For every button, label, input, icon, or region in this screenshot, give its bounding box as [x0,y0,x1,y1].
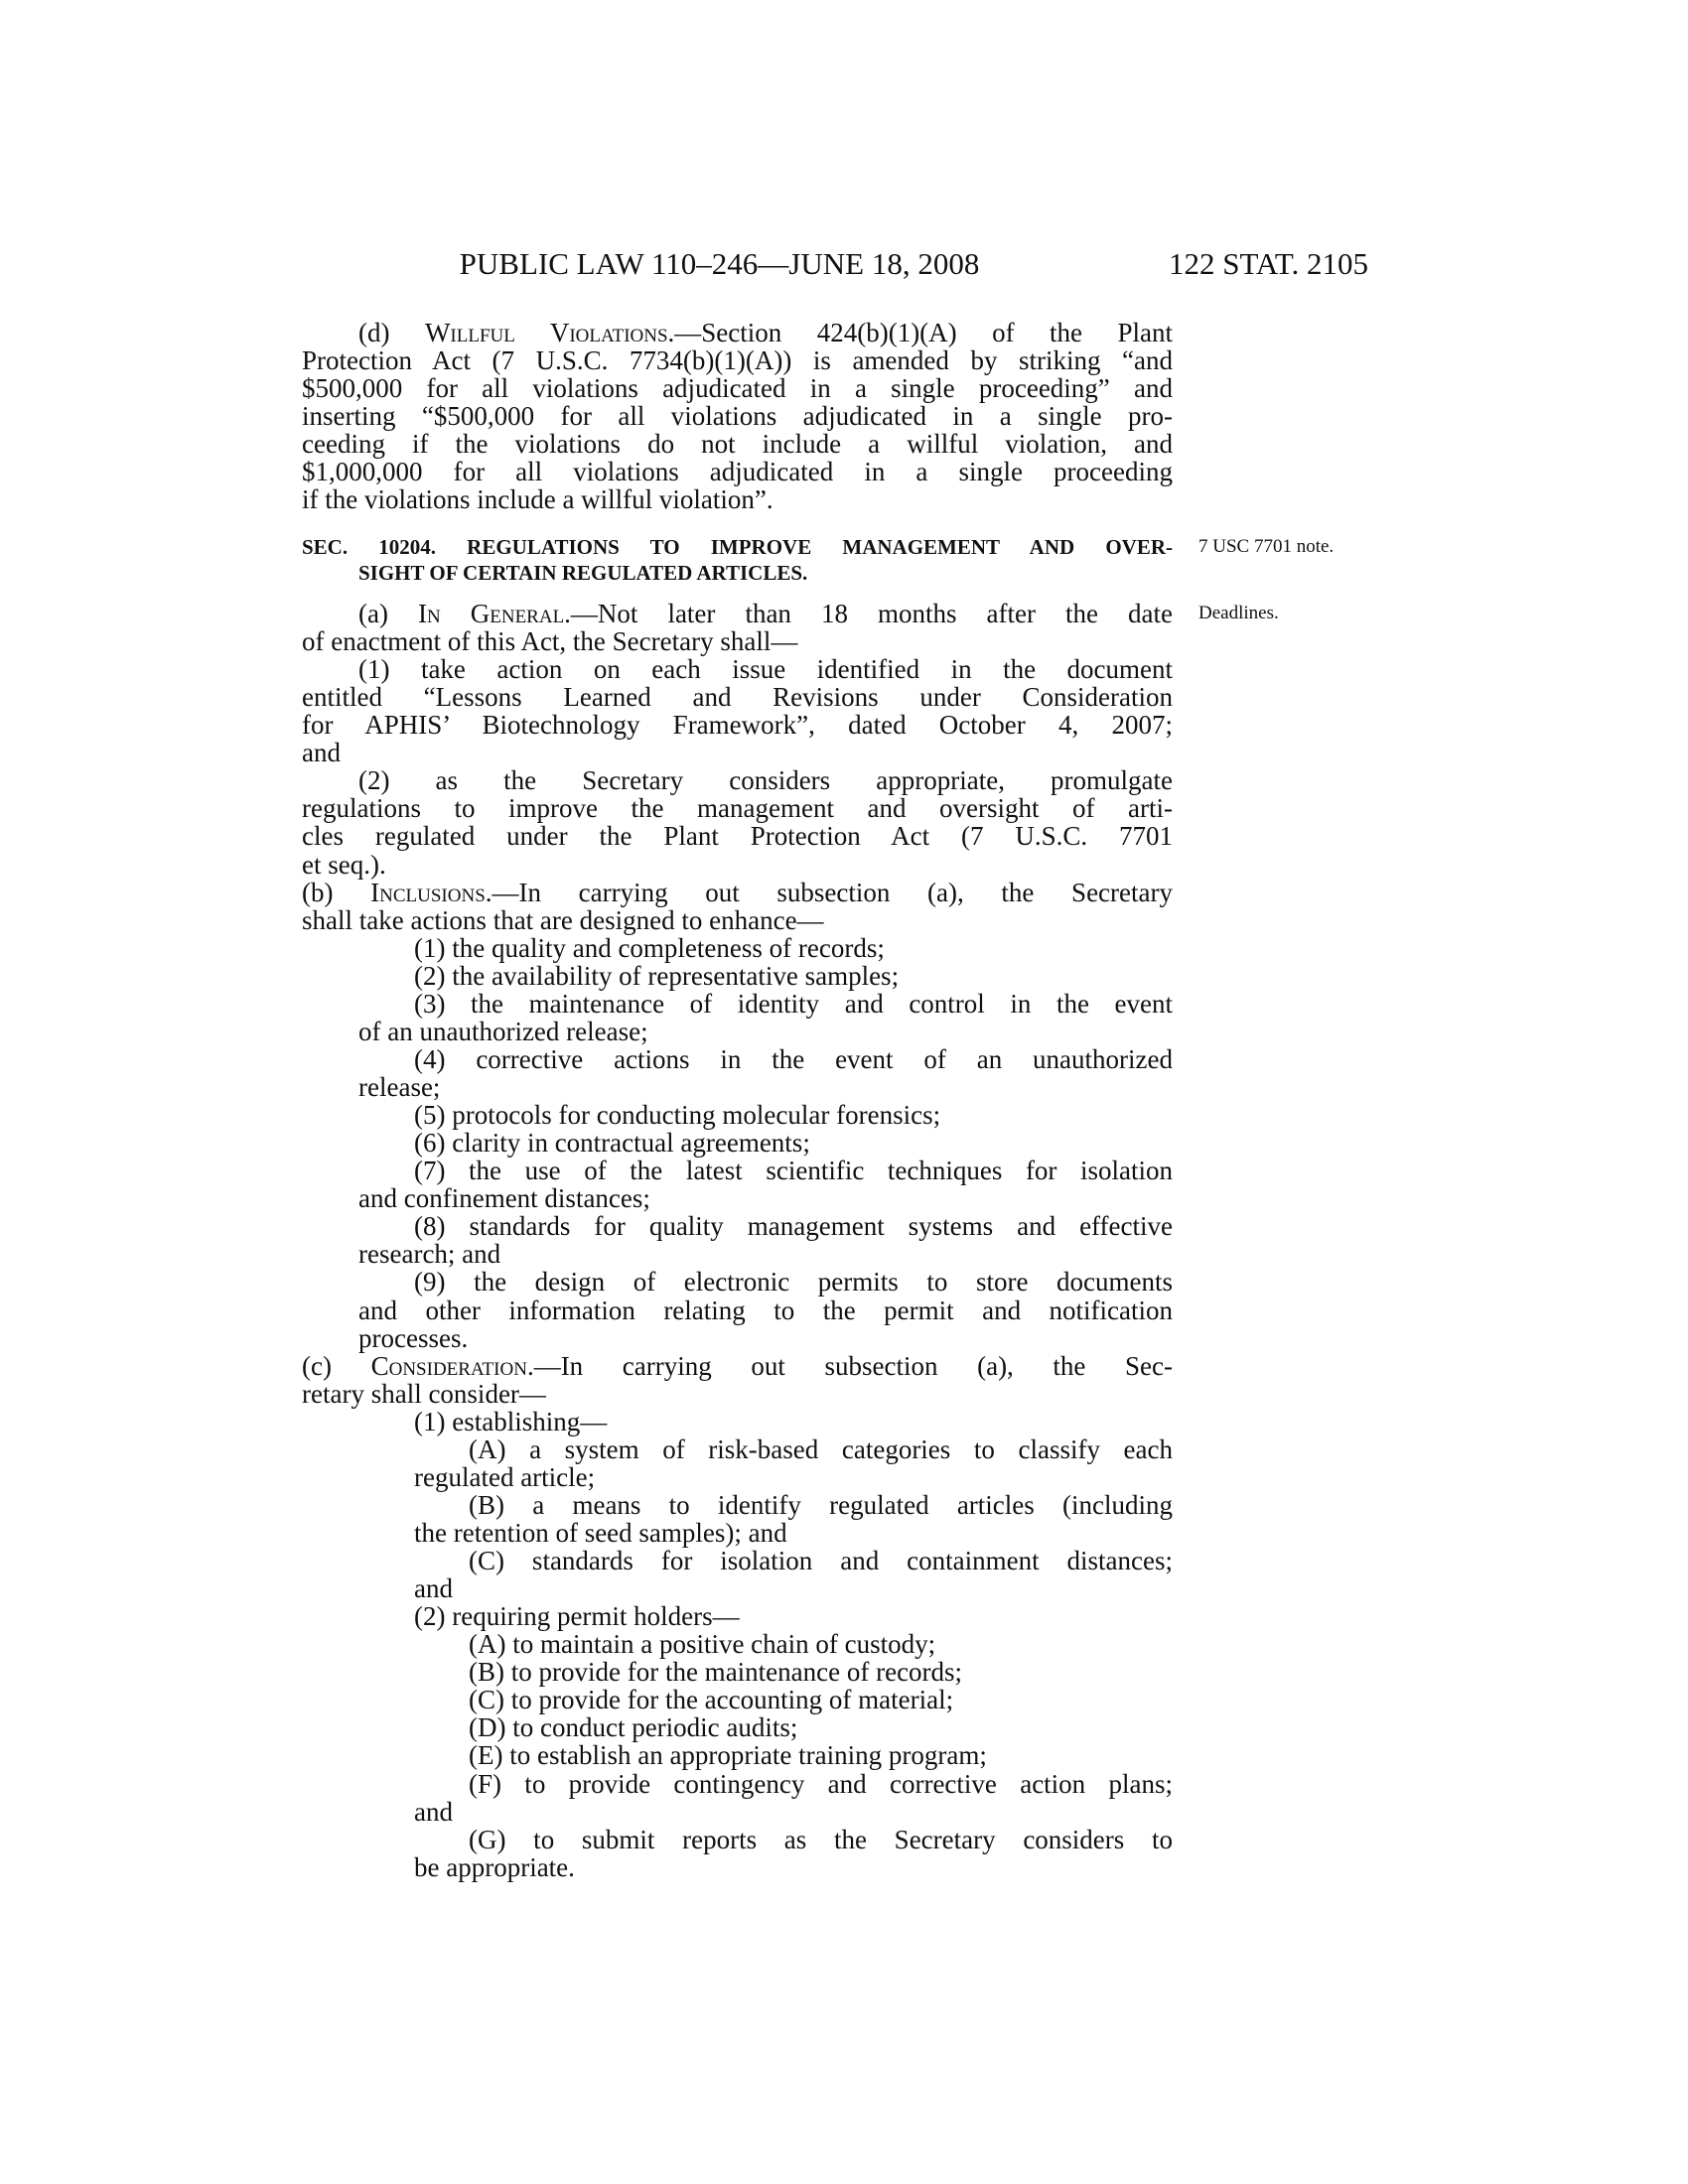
body-line: (1) take action on each issue identified in the document [358,654,1173,685]
para-d-line: inserting “$500,000 for all violations adjudicated in a single pro- [302,401,1173,432]
section-heading-line-1: SEC. 10204. REGULATIONS TO IMPROVE MANAGEMENT AND OVER- [302,535,1173,559]
text-segment: .—In carrying out subsection (a), the Sec- [526,1350,1174,1381]
body-line: entitled “Lessons Learned and Revisions under Consideration [302,682,1173,713]
body-line: release; [358,1072,441,1103]
text-segment: .—Not later than 18 months after the date [564,599,1173,628]
subsection-heading: Inclusions [370,877,486,907]
body-line: be appropriate. [414,1851,575,1882]
body-line: (E) to establish an appropriate training program; [469,1740,987,1771]
para-d-line: $1,000,000 for all violations adjudicated in a single proceeding [302,457,1173,487]
text-segment: (c) [302,1350,371,1381]
body-line: (G) to submit reports as the Secretary considers to [469,1824,1173,1854]
body-line: (A) to maintain a positive chain of custody; [469,1629,936,1660]
page-citation: 122 STAT. 2105 [1168,246,1368,281]
body-line: processes. [358,1322,469,1353]
body-line: (C) to provide for the accounting of material; [469,1685,954,1715]
subsection-heading: Consideration [370,1350,527,1381]
body-line: et seq.). [302,849,386,880]
body-line: and confinement distances; [358,1183,650,1214]
para-d-line: $500,000 for all violations adjudicated in a single proceeding” and [302,373,1173,404]
subsection-heading: Willful Violations [424,318,668,347]
body-line: and other information relating to the permit and notification [358,1295,1173,1325]
body-line: (A) a system of risk-based categories to classify each [469,1433,1173,1464]
body-line: (9) the design of electronic permits to store documents [414,1267,1173,1297]
para-d-line: Protection Act (7 U.S.C. 7734(b)(1)(A)) is amended by striking “and [302,345,1173,376]
body-line: (B) a means to identify regulated articles (including [469,1489,1173,1520]
body-line: regulated article; [414,1461,596,1492]
body-line [358,600,1173,627]
subsection-heading: In General [418,599,565,628]
para-d-line: if the violations include a willful violation”. [302,484,774,515]
body-line: (D) to conduct periodic audits; [469,1712,798,1743]
body-line: (1) establishing— [414,1406,608,1436]
body-line: shall take actions that are designed to enhance— [302,904,824,935]
para-d-line: ceeding if the violations do not include a willful violation, and [302,429,1173,460]
body-line [302,879,1173,906]
text-segment: (b) [302,877,371,907]
body-line: and [414,1796,453,1827]
body-line: (3) the maintenance of identity and control in the event [414,988,1173,1019]
body-line: (2) as the Secretary considers appropriate, promulgate [358,765,1173,796]
body-line: retary shall consider— [302,1378,546,1409]
margin-note-usc: 7 USC 7701 note. [1198,536,1335,557]
body-line: (7) the use of the latest scientific techniques for isolation [414,1156,1173,1186]
body-line: (4) corrective actions in the event of an unauthorized [414,1043,1173,1074]
body-line: for APHIS’ Biotechnology Framework”, dated October 4, 2007; [302,710,1173,741]
body-line: of enactment of this Act, the Secretary shall— [302,626,798,657]
text-segment: .—Section 424(b)(1)(A) of the Plant [667,318,1173,347]
running-header-title: PUBLIC LAW 110–246—JUNE 18, 2008 [459,246,980,281]
body-line: (B) to provide for the maintenance of records; [469,1657,963,1688]
text-segment: (a) [358,599,418,628]
body-line: cles regulated under the Plant Protection Act (7 U.S.C. 7701 [302,821,1173,852]
text-segment: (d) [358,318,425,347]
body-line: (8) standards for quality management systems and effective [414,1211,1173,1242]
margin-note-deadlines: Deadlines. [1198,603,1279,623]
body-line: and [302,738,341,768]
body-line: (6) clarity in contractual agreements; [414,1128,810,1159]
body-line: (5) protocols for conducting molecular forensics; [414,1100,941,1131]
body-line: (2) the availability of representative samples; [414,960,900,991]
body-line: and [414,1573,453,1604]
body-line: (2) requiring permit holders— [414,1601,740,1632]
text-segment: .—In carrying out subsection (a), the Secretary [485,877,1173,907]
body-line: the retention of seed samples); and [414,1517,787,1548]
body-line: (C) standards for isolation and containment distances; [469,1546,1173,1576]
body-line: regulations to improve the management and oversight of arti- [302,793,1173,824]
body-line: (1) the quality and completeness of records; [414,932,885,963]
para-d-line [358,319,1173,346]
section-heading-line-2: SIGHT OF CERTAIN REGULATED ARTICLES. [358,561,808,585]
body-line [302,1352,1173,1380]
body-line: research; and [358,1239,501,1270]
body-line: (F) to provide contingency and corrective action plans; [469,1768,1173,1799]
body-line: of an unauthorized release; [358,1016,648,1046]
